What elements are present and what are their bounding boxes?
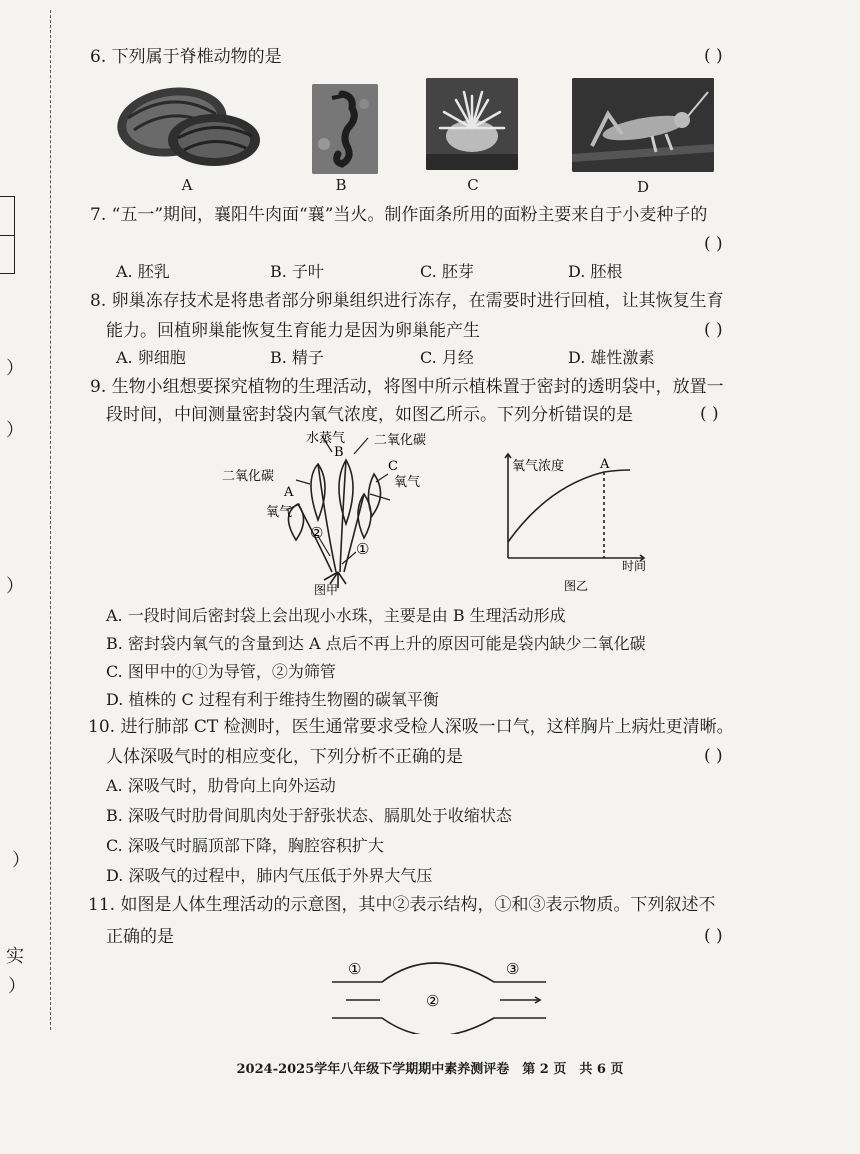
q8-stem-line1: 8. 卵巢冻存技术是将患者部分卵巢组织进行冻存，在需要时进行回植，让其恢复生育 [90,291,724,311]
label-process-c: C [388,459,398,474]
fig-yi-point-a: A [600,457,610,472]
q7-option-a[interactable]: A. 胚乳 [116,262,170,281]
label-circle-1: ① [356,540,370,558]
margin-mark: ） [6,358,24,379]
label-water-vapor: 水蒸气 [306,431,346,446]
q6-label-c: C [467,176,479,194]
fig-yi-ylabel: 氧气浓度 [512,459,565,474]
q10-option-a[interactable]: A. 深吸气时，肋骨向上向外运动 [106,776,336,795]
diagram-label-3: ③ [506,960,520,978]
q9-option-d[interactable]: D. 植株的 C 过程有利于维持生物圈的碳氧平衡 [106,690,439,709]
q9-answer-paren[interactable]: ( ) [700,404,719,424]
q10-answer-paren[interactable]: ( ) [704,746,723,766]
structure-diagram [328,954,550,1034]
q9-option-c[interactable]: C. 图甲中的①为导管，②为筛管 [106,662,336,681]
label-process-b: B [334,445,344,460]
q10-stem-line2: 人体深吸气时的相应变化，下列分析不正确的是 [106,747,463,767]
q9-option-b[interactable]: B. 密封袋内氧气的含量到达 A 点后不再上升的原因可能是袋内缺少二氧化碳 [106,634,646,653]
label-circle-2: ② [310,524,324,542]
q7-option-c[interactable]: C. 胚芽 [420,262,474,281]
q8-option-d[interactable]: D. 雄性激素 [568,348,655,367]
margin-mark: ） [6,576,24,597]
q9-stem-line1: 9. 生物小组想要探究植物的生理活动，将图中所示植株置于密封的透明袋中，放置一 [90,377,724,397]
q8-option-b[interactable]: B. 精子 [270,348,324,367]
q11-stem-line1: 11. 如图是人体生理活动的示意图，其中②表示结构，①和③表示物质。下列叙述不 [88,895,716,915]
plant-diagram [214,424,464,602]
grasshopper-photo [572,78,714,172]
q11-answer-paren[interactable]: ( ) [704,926,723,946]
label-co2-top: 二氧化碳 [374,433,427,448]
q6-stem: 6. 下列属于脊椎动物的是 [90,47,282,67]
q8-answer-paren[interactable]: ( ) [704,320,723,340]
margin-mark: ） [12,850,30,871]
q7-option-b[interactable]: B. 子叶 [270,262,324,281]
q6-label-d: D [636,178,650,196]
q10-option-b[interactable]: B. 深吸气时肋骨间肌肉处于舒张状态、膈肌处于收缩状态 [106,806,512,825]
diagram-label-2: ② [426,992,440,1010]
oxygen-concentration-chart [498,446,658,596]
fig-jia-caption: 图甲 [314,583,339,597]
margin-mark: 实 [6,946,24,967]
q6-answer-paren[interactable]: ( ) [704,46,723,66]
q10-stem-line1: 10. 进行肺部 CT 检测时，医生通常要求受检人深吸一口气，这样胸片上病灶更清晰。 [88,717,734,737]
label-process-a: A [284,485,294,500]
q10-option-c[interactable]: C. 深吸气时膈顶部下降，胸腔容积扩大 [106,836,384,855]
q7-option-d[interactable]: D. 胚根 [568,262,623,281]
q9-stem-line2: 段时间，中间测量密封袋内氧气浓度，如图乙所示。下列分析错误的是 [106,405,633,425]
margin-mark: ） [8,976,26,997]
q7-answer-paren[interactable]: ( ) [704,234,723,254]
q6-label-b: B [335,176,347,194]
margin-bracket [0,196,15,274]
q10-option-d[interactable]: D. 深吸气的过程中，肺内气压低于外界大气压 [106,866,433,885]
sea-anemone-photo [426,78,518,170]
page-footer: 2024-2025学年八年级下学期期中素养测评卷 第 2 页 共 6 页 [236,1062,624,1077]
q6-label-a: A [181,176,193,194]
q9-option-a[interactable]: A. 一段时间后密封袋上会出现小水珠，主要是由 B 生理活动形成 [106,606,566,625]
seahorse-photo [312,84,378,174]
q11-stem-line2: 正确的是 [106,927,174,947]
diagram-label-1: ① [348,960,362,978]
q7-stem: 7. “五一”期间，襄阳牛肉面“襄”当火。制作面条所用的面粉主要来自于小麦种子的 [90,205,708,225]
clam-shell-photo [114,78,262,172]
label-o2-right: 氧气 [394,475,421,490]
fig-yi-xlabel: 时间 [622,559,647,573]
q8-option-c[interactable]: C. 月经 [420,348,474,367]
margin-mark: ） [6,420,24,441]
label-o2-left: 氧气 [266,505,293,520]
fig-yi-caption: 图乙 [564,579,589,593]
label-co2-left: 二氧化碳 [222,469,275,484]
q8-stem-line2: 能力。回植卵巢能恢复生育能力是因为卵巢能产生 [106,321,480,341]
binding-fold-line [50,10,51,1030]
q8-option-a[interactable]: A. 卵细胞 [116,348,186,367]
